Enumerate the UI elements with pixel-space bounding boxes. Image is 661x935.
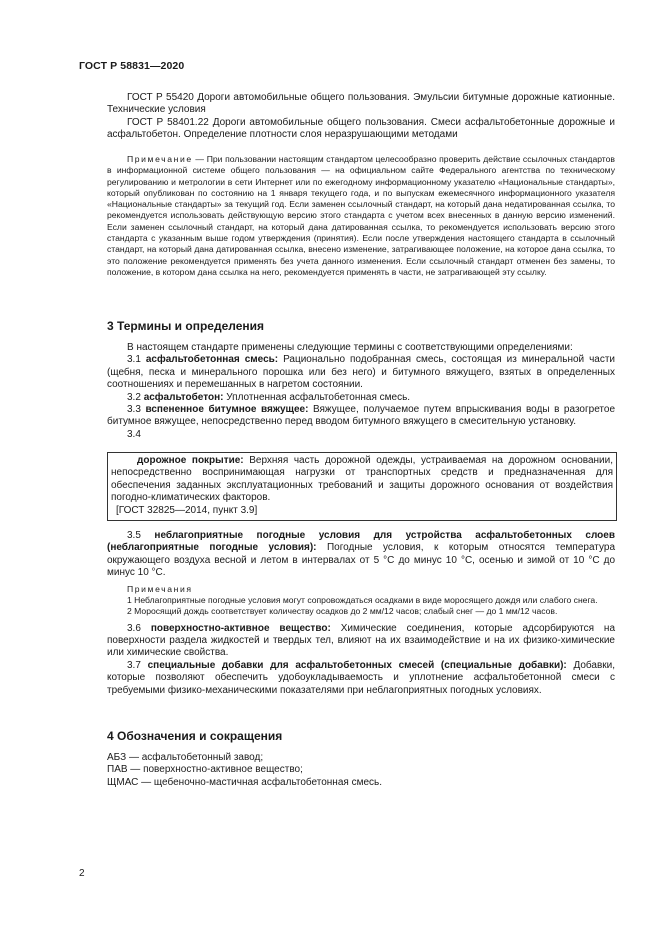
term-definition: Вяжущее, получаемое путем впрыскивания воды в разогретое битумное вяжущее, непосредственно перед вводом битумного вяжущего в смесительную установку. [107,404,616,428]
normative-references [107,92,615,142]
reference-gost-55420: ГОСТ Р 55420 Дороги автомобильные общего пользования. Эмульсии битумные дорожные катионные. Технические условия [107,92,615,116]
term-3-7: 3.7 специальные добавки для асфальтобетонных смесей (специальные добавки): Добавки, которые позволяют обеспечить удобоукладываемость и уплотнение асфальтобетонной смеси с требуемыми физико-механическими показателями при неблагоприятных погодных условиях. [107,659,616,696]
note-text: — При пользовании настоящим стандартом целесообразно проверить действие ссылочных стандартов в информационной системе общего пользования — на официальном сайте Федерального агентства по техническому регулированию и метрологии в сети Интернет или по ежегодному информационному указателю «Национальные стандарты», который опубликован по состоянию на 1 января текущего года, и по выпускам ежемесячного информационного указателя «Национальные стандарты» за текущий год. Если заменен ссылочный стандарт, на который дана недатированная ссылка, то рекомендуется использовать действующую версию этого стандарта с учетом всех внесенных в данную версию изменений. Если заменен ссылочный стандарт, на который дана датированная ссылка, то рекомендуется использовать версию этого стандарта с указанным выше годом утверждения (принятия). Если после утверждения настоящего стандарта в ссылочный стандарт, на который дана датированная ссылка, внесено изменение, затрагивающее положение, на которое дана ссылка, то это положение рекомендуется применять без учета данного изменения. Если ссылочный стандарт отменен без замены, то положение, в котором дана ссылка на него, рекомендуется применять в части, не затрагивающей эту ссылку. [107,154,615,277]
terms-list-continued [107,530,615,697]
term-3-4-box [107,452,617,521]
term-name: асфальтобетонная смесь: [145,354,279,366]
term-3-3: 3.3 вспененное битумное вяжущее: Вяжущее, получаемое путем впрыскивания воды в разогретое битумное вяжущее, непосредственно перед вводом битумного вяжущего в смесительную установку. [107,404,616,428]
term-definition: Уплотненная асфальтобетонная смесь. [223,391,411,403]
references-note [107,154,615,278]
page-number: 2 [79,868,85,879]
term-3-2: 3.2 асфальтобетон: Уплотненная асфальтобетонная смесь. [127,391,411,403]
section-3-title: 3 Термины и определения [107,319,265,333]
term-3-4 [111,455,613,505]
section-4-title: 4 Обозначения и сокращения [107,729,283,743]
term-definition: Верхняя часть дорожной одежды, устраиваемая на дорожном основании, непосредственно воспринимающая нагрузки от транспортных средств и предназначенная для обеспечения заданных эксплуатационных требований и защиты дорожного основания от воздействия погодно-климатических факторов. [111,455,614,504]
term-name: неблагоприятные погодные условия для устройства асфальтобетонных слоев (неблагоприятные погодные условия): [107,530,615,554]
term-name: дорожное покрытие: [137,455,244,466]
terms-list [107,342,615,441]
term-3-5: 3.5 неблагоприятные погодные условия для устройства асфальтобетонных слоев (неблагоприятные погодные условия): Погодные условия, к которым относятся температура окружающего воздуха весной и летом в интервалах от 5 °С до минус 10 °С, осенью и зимой от 10 °С до минус 10 °С. [107,530,616,579]
terms-intro: В настоящем стандарте применены следующие термины с соответствующими определениями: [127,342,573,353]
term-definition: Химические соединения, которые адсорбируются на поверхности раздела жидкостей и твердых тел, влияют на их взаимодействие и на их физико-химические или химические свойства. [107,622,616,659]
abbreviation-shmas: ЩМАС — щебеночно-мастичная асфальтобетонная смесь. [107,776,382,788]
term-name: асфальтобетон: [143,391,224,403]
notes-label: Примечания [127,583,193,594]
term-3-4-number: 3.4 [127,428,141,440]
term-definition: Погодные условия, к которым относятся температура окружающего воздуха весной и летом в интервалах от 5 °С до минус 10 °С, осенью и зимой от 10 °С до минус 10 °С. [107,542,616,579]
term-definition: Рационально подобранная смесь, состоящая из минеральной части (щебня, песка и минерального порошка или без него) и битумного вяжущего, взятых в определенных соотношениях и перемешанных в нагретом состоянии. [107,354,616,391]
note-label: Примечание [127,154,193,164]
term-3-1: 3.1 асфальтобетонная смесь: Рационально подобранная смесь, состоящая из минеральной части (щебня, песка и минерального порошка или без него) и битумного вяжущего, взятых в определенных соотношениях и перемешанных в нагретом состоянии. [107,354,616,391]
term-3-4-source: [ГОСТ 32825—2014, пункт 3.9] [116,504,258,516]
term-name: специальные добавки для асфальтобетонных смесей (специальные добавки): [147,659,567,671]
term-name: поверхностно-активное вещество: [150,622,331,634]
term-definition: Добавки, которые позволяют обеспечить удобоукладываемость и уплотнение асфальтобетонной смеси с требуемыми физико-механическими показателями при неблагоприятных погодных условиях. [107,659,616,696]
standard-code-header: ГОСТ Р 58831—2020 [79,60,185,72]
note-2: 2 Моросящий дождь соответствует количеству осадков до 2 мм/12 часов; слабый снег — до 1 мм/12 часов. [127,606,558,617]
abbreviations-list [107,752,615,789]
abbreviation-pav: ПАВ — поверхностно-активное вещество; [107,764,303,776]
term-3-6: 3.6 поверхностно-активное вещество: Химические соединения, которые адсорбируются на поверхности раздела жидкостей и твердых тел, влияют на их взаимодействие и на их физико-химические или химические свойства. [107,622,616,659]
abbreviation-abz: АБЗ — асфальтобетонный завод; [107,752,264,763]
term-name: вспененное битумное вяжущее: [145,404,309,416]
note-1: 1 Неблагоприятные погодные условия могут сопровождаться осадками в виде моросящего дождя или слабого снега. [127,594,598,605]
reference-gost-58401-22: ГОСТ Р 58401.22 Дороги автомобильные общего пользования. Смеси асфальтобетонные дорожные и асфальтобетон. Определение плотности слоя неразрушающими методами [107,116,615,141]
